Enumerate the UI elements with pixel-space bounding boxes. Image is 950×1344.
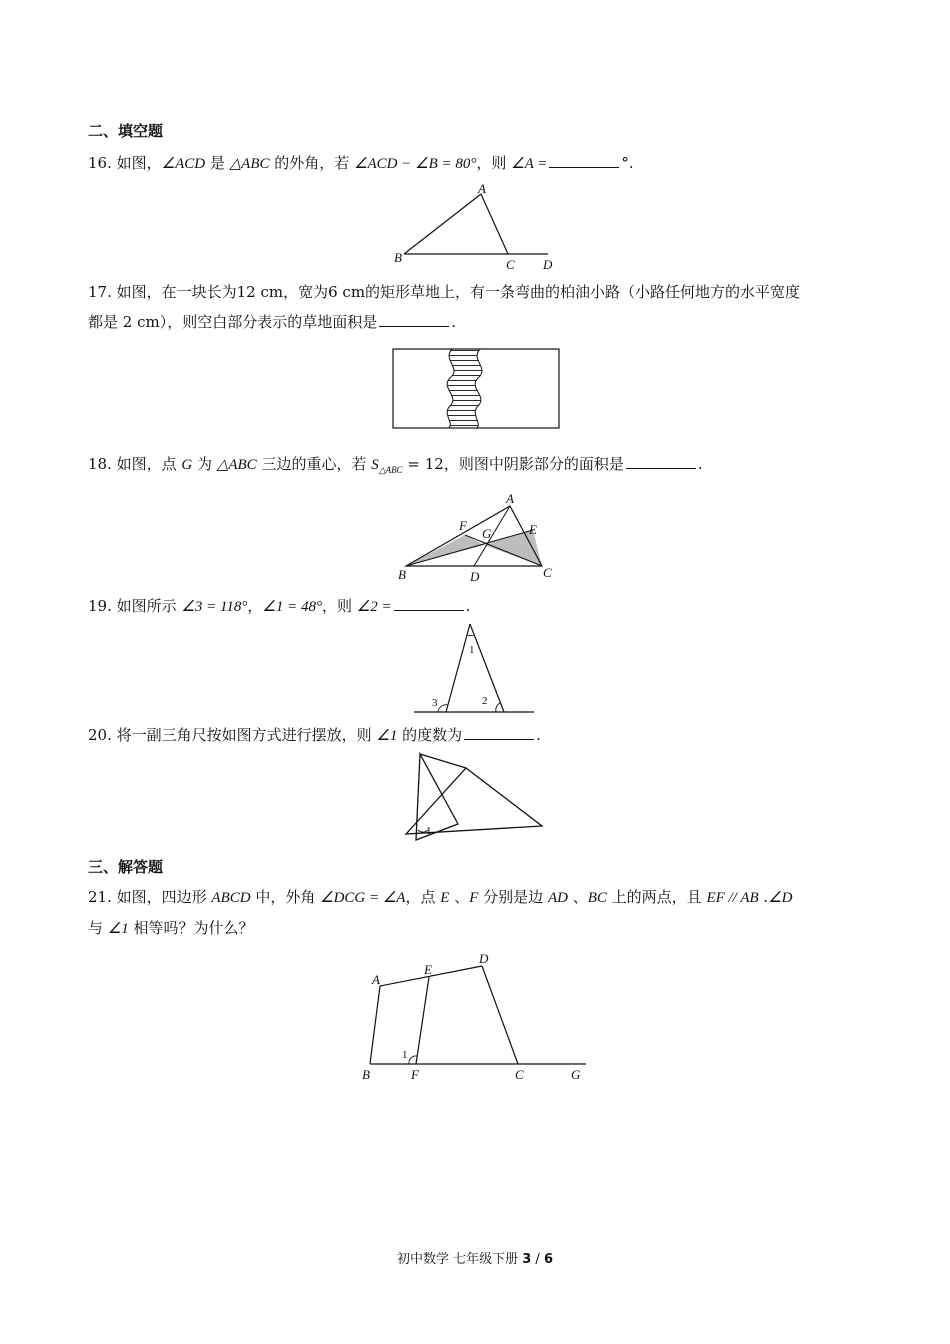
- q19-label-3: 3: [432, 697, 438, 709]
- q19-angle-1-arc: [467, 635, 474, 636]
- q16-math-2: △ABC: [229, 156, 270, 172]
- q21-math-7: EF // AB: [706, 890, 759, 906]
- q18-math-4: = 12: [402, 455, 444, 473]
- footer-subject: 初中数学 七年级下册: [396, 1252, 523, 1267]
- q18-median-ad: [474, 506, 510, 566]
- q21-text-4: 、: [449, 888, 470, 906]
- footer-separator: /: [531, 1252, 544, 1267]
- q20-answer-blank[interactable]: [464, 725, 534, 740]
- q19-text-4: .: [465, 597, 471, 615]
- q21-math-9: ∠1: [107, 921, 129, 937]
- q21-math-8: ∠D: [768, 890, 793, 906]
- q18-text-2: 为: [192, 455, 217, 473]
- page-footer: [0, 1248, 950, 1267]
- q17-number: 17.: [88, 283, 112, 301]
- q21-line-2-end: 相等吗？为什么？: [128, 919, 254, 937]
- q19-math-1: ∠3 = 118°: [181, 599, 248, 615]
- q19-math-2: ∠1 = 48°: [262, 599, 322, 615]
- q21-math-5: AD: [547, 890, 568, 906]
- section-fill-title: 二、填空题: [88, 122, 164, 140]
- q20-number: 20.: [88, 726, 112, 744]
- q19-text-2: ，: [247, 597, 263, 615]
- section-answer-title: 三、解答题: [88, 858, 164, 876]
- q16-line-ac: [481, 194, 508, 254]
- q19-left-side: [446, 624, 470, 712]
- q17-answer-blank[interactable]: [379, 312, 449, 327]
- q20-text-3: .: [536, 726, 541, 744]
- q19-text-3: ，则: [321, 597, 357, 615]
- q16-figure: [390, 182, 560, 274]
- q18-shaded-left: [406, 535, 484, 566]
- q18-math-3: S: [371, 457, 379, 473]
- q18-label-g: G: [482, 526, 492, 541]
- q16-text-1: 如图，: [111, 154, 162, 172]
- q17-line-1: 如图，在一块长为12 cm，宽为6 cm的矩形草地上，有一条弯曲的柏油小路（小路任何地方的水平宽度: [111, 283, 801, 301]
- q21-number: 21.: [88, 888, 112, 906]
- q21-text-3: ，点: [405, 888, 441, 906]
- q21-math-2: ∠DCG = ∠A: [320, 890, 406, 906]
- q21-text-5: 分别是边: [478, 888, 548, 906]
- q21-text-7: 上的两点，且: [606, 888, 707, 906]
- q21-text-1: 如图，四边形: [111, 888, 212, 906]
- question-16: [88, 148, 868, 179]
- q18-text-4: ，则图中阴影部分的面积是: [443, 455, 624, 473]
- q19-angle-2-arc: [496, 703, 500, 712]
- q18-label-c: C: [543, 565, 552, 580]
- q16-label-b: B: [394, 250, 402, 265]
- q16-text-4: ，则: [476, 154, 512, 172]
- q19-figure: [412, 618, 538, 718]
- q18-label-a: A: [506, 491, 514, 506]
- q17-line-2-end: .: [451, 313, 456, 331]
- q18-label-b: B: [398, 567, 406, 582]
- q18-text-1: 如图，点: [111, 455, 182, 473]
- q21-side-dc: [482, 966, 518, 1064]
- q21-math-3: E: [440, 890, 450, 906]
- footer-page-number: 3: [522, 1252, 532, 1267]
- q21-label-1: 1: [402, 1049, 408, 1061]
- q16-text-5: °.: [621, 154, 634, 172]
- q16-text-3: 的外角，若: [269, 154, 355, 172]
- question-17: [88, 277, 868, 337]
- q21-label-d: D: [479, 951, 489, 966]
- q18-label-d: D: [470, 569, 480, 584]
- q18-math-2: △ABC: [216, 457, 257, 473]
- footer-total-pages: 6: [543, 1252, 553, 1267]
- question-18: [88, 449, 868, 485]
- q18-label-e: E: [529, 522, 537, 537]
- q21-side-ab: [370, 986, 380, 1064]
- q21-math-1: ABCD: [211, 890, 251, 906]
- q21-text-8: .: [758, 888, 769, 906]
- q16-text-2: 是: [205, 154, 230, 172]
- q18-figure: [392, 490, 562, 586]
- q19-label-1: 1: [469, 644, 475, 656]
- q20-math-1: ∠1: [376, 728, 398, 744]
- q16-answer-blank[interactable]: [549, 153, 619, 168]
- q19-math-3: ∠2 =: [356, 599, 392, 615]
- q21-text-2: 中，外角: [250, 888, 321, 906]
- q19-answer-blank[interactable]: [394, 596, 464, 611]
- q21-label-e: E: [424, 962, 432, 977]
- q18-text-5: .: [697, 455, 703, 473]
- q18-subscript: △ABC: [378, 465, 403, 475]
- q16-line-ba: [404, 194, 481, 254]
- question-20: [88, 720, 868, 751]
- q20-figure: [404, 750, 548, 846]
- q16-label-c: C: [506, 257, 515, 272]
- q20-label-1: 1: [426, 825, 432, 837]
- q16-number: 16.: [88, 154, 112, 172]
- q17-figure: [392, 348, 560, 430]
- q21-line-2-start: 与: [88, 919, 108, 937]
- q16-math-1: ∠ACD: [161, 156, 206, 172]
- q16-label-a: A: [478, 182, 486, 196]
- q18-label-f: F: [459, 518, 467, 533]
- q18-math-1: G: [181, 457, 193, 473]
- q21-label-c: C: [515, 1067, 524, 1082]
- q21-math-4: F: [469, 890, 479, 906]
- q19-number: 19.: [88, 597, 112, 615]
- q16-label-d: D: [543, 257, 553, 272]
- q21-label-f: F: [411, 1067, 419, 1082]
- q18-answer-blank[interactable]: [626, 454, 696, 469]
- q18-number: 18.: [88, 455, 112, 473]
- q21-segment-ef: [416, 977, 429, 1064]
- q21-figure: [356, 950, 592, 1084]
- q21-text-6: 、: [567, 888, 588, 906]
- q21-label-a: A: [372, 972, 380, 987]
- q20-triangle-ruler-1: [416, 754, 458, 840]
- q19-text-1: 如图所示: [111, 597, 182, 615]
- q19-label-2: 2: [482, 695, 488, 707]
- q16-math-4: ∠A =: [511, 156, 548, 172]
- q21-label-b: B: [362, 1067, 370, 1082]
- q21-label-g: G: [571, 1067, 581, 1082]
- q17-line-2: 都是 2 cm），则空白部分表示的草地面积是: [88, 313, 378, 331]
- question-21: [88, 882, 868, 944]
- q20-text-1: 将一副三角尺按如图方式进行摆放，则: [111, 726, 377, 744]
- q20-text-2: 的度数为: [397, 726, 463, 744]
- q18-text-3: 三边的重心，若: [256, 455, 372, 473]
- q16-math-3: ∠ACD − ∠B = 80°: [354, 156, 477, 172]
- q21-math-6: BC: [587, 890, 607, 906]
